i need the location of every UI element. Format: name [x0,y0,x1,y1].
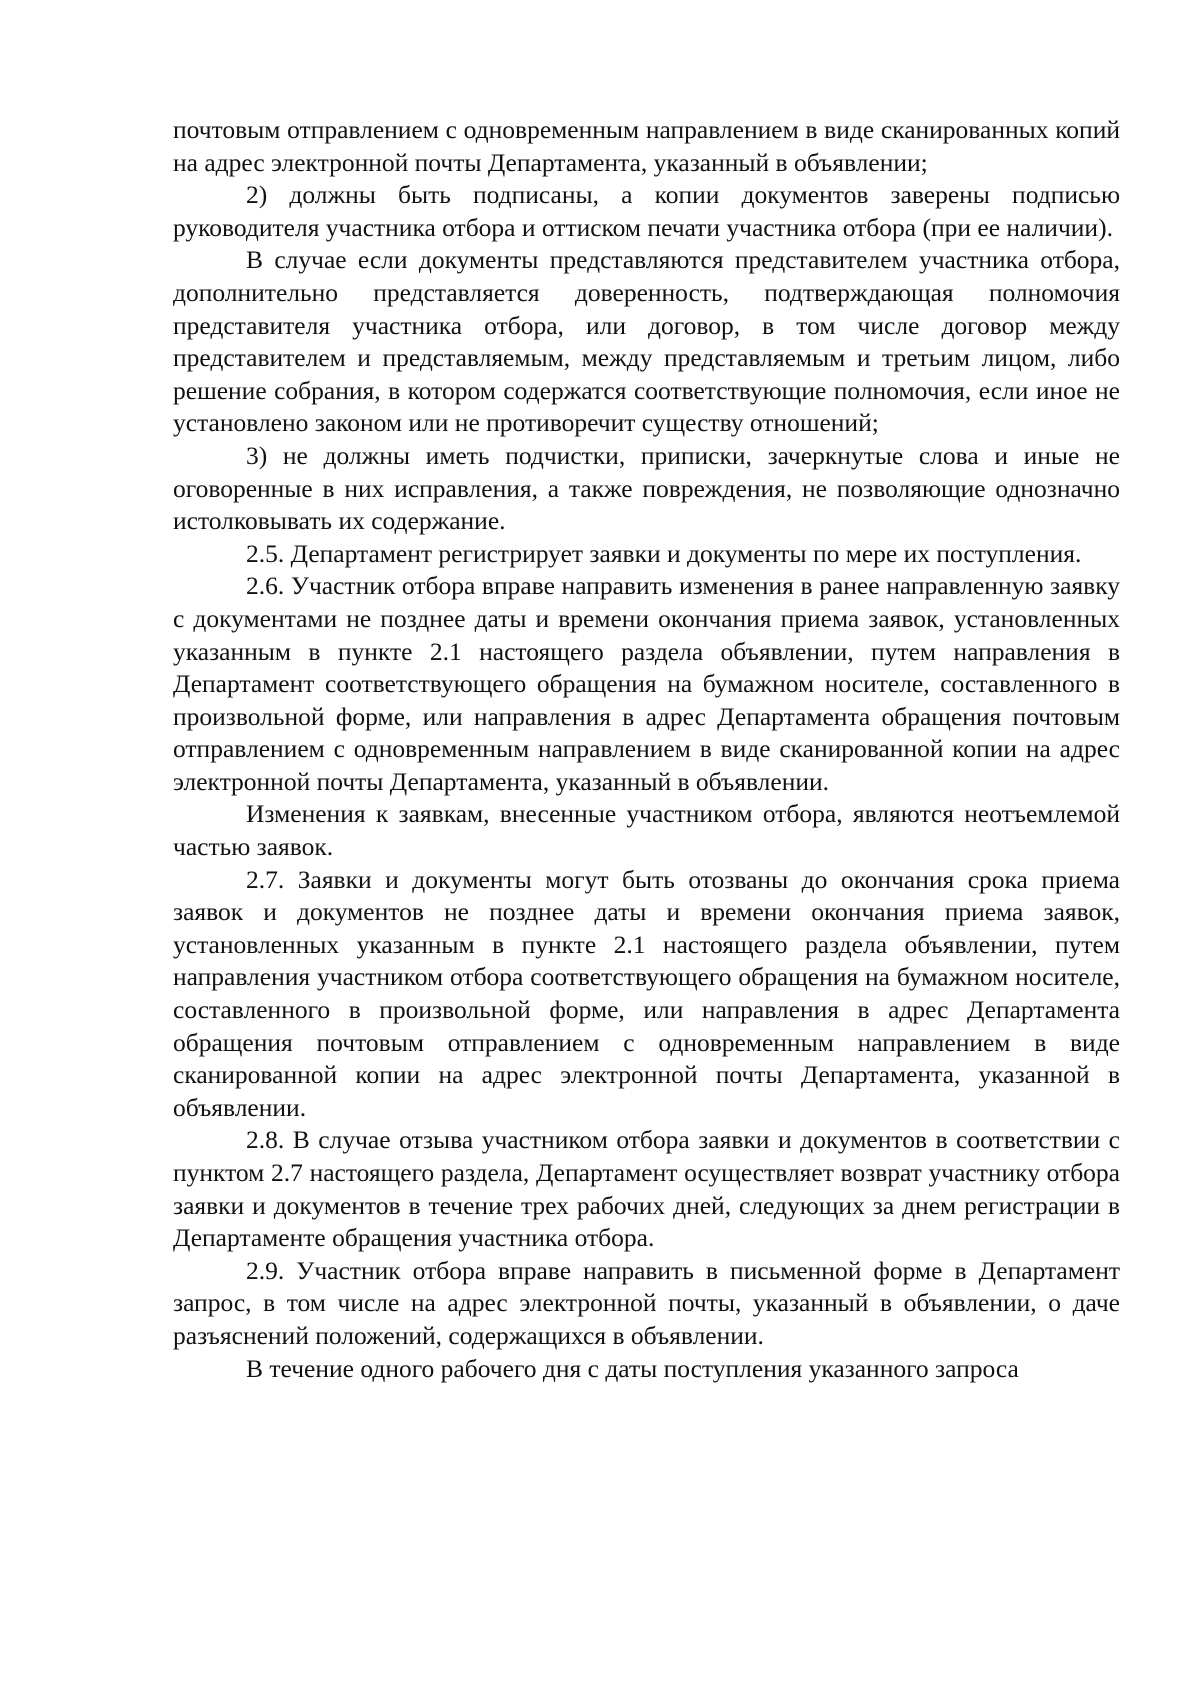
paragraph-2-6: 2.6. Участник отбора вправе направить изменения в ранее направленную заявку с документами не позднее даты и времени окончания приема заявок, установленных указанным в пункте 2.1 настоящего раздела объявлении, путем направления в Департамент соответствующего обращения на бумажном носителе, составленного в произвольной форме, или направления в адрес Департамента обращения почтовым отправлением с одновременным направлением в виде сканированной копии на адрес электронной почты Департамента, указанный в объявлении. [173,571,1120,796]
paragraph-2-9: 2.9. Участник отбора вправе направить в письменной форме в Департамент запрос, в том числе на адрес электронной почты, указанный в объявлении, о даче разъяснений положений, содержащихся в объявлении. [173,1255,1120,1350]
paragraph-2-7: 2.7. Заявки и документы могут быть отозваны до окончания срока приема заявок и документов не позднее даты и времени окончания приема заявок, установленных указанным в пункте 2.1 настоящего раздела объявлении, путем направления участником отбора соответствующего обращения на бумажном носителе, составленного в произвольной форме, или направления в адрес Департамента обращения почтовым отправлением с одновременным направлением в виде сканированной копии на адрес электронной почты Департамента, указанной в объявлении. [173,864,1120,1122]
paragraph-item-3: 3) не должны иметь подчистки, приписки, зачеркнутые слова и иные не оговоренные в них исправления, а также повреждения, не позволяющие однозначно истолковывать их содержание. [173,440,1120,536]
paragraph-2-8: 2.8. В случае отзыва участником отбора заявки и документов в соответствии с пунктом 2.7 настоящего раздела, Департамент осуществляет возврат участнику отбора заявки и документов в течение трех рабочих дней, следующих за днем регистрации в Департаменте обращения участника отбора. [173,1125,1120,1253]
document-body [173,114,1120,1385]
paragraph-changes: Изменения к заявкам, внесенные участником отбора, являются неотъемлемой частью заявок. [173,799,1120,862]
paragraph-representative: В случае если документы представляются представителем участника отбора, дополнительно представляется доверенность, подтверждающая полномочия представителя участника отбора, или договор, в том числе договор между представителем и представляемым, между представляемым и третьим лицом, либо решение собрания, в котором содержатся соответствующие полномочия, если иное не установлено законом или не противоречит существу отношений; [173,245,1120,438]
paragraph-continuation: почтовым отправлением с одновременным направлением в виде сканированных копий на адрес электронной почты Департамента, указанный в объявлении; [173,115,1120,177]
paragraph-response-period: В течение одного рабочего дня с даты поступления указанного запроса [246,1353,1019,1383]
paragraph-2-5: 2.5. Департамент регистрирует заявки и документы по мере их поступления. [246,538,1082,568]
paragraph-item-2: 2) должны быть подписаны, а копии документов заверены подписью руководителя участника отбора и оттиском печати участника отбора (при ее наличии). [173,180,1120,242]
